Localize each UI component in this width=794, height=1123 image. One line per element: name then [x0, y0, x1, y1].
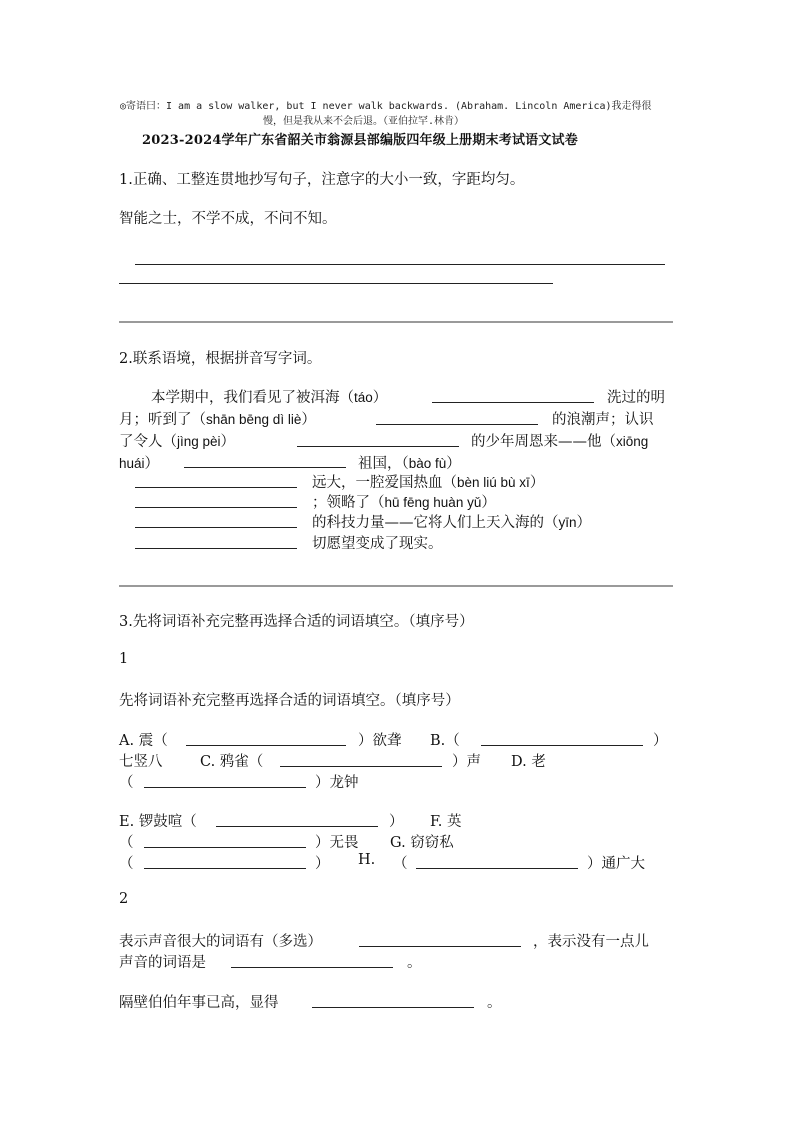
pinyin: bèn liú bù xī: [457, 475, 530, 490]
option-c-label: C. 鸦雀（: [200, 754, 264, 770]
answer-blank-xiongnhuai[interactable]: [184, 467, 346, 468]
q2-instruction: 2.联系语境，根据拼音写字词。: [119, 351, 322, 367]
q2-text: 的科技力量——它将人们上天入海的（yīn）: [312, 515, 592, 531]
q2-text: 洗过的明: [607, 390, 665, 406]
option-f-label: F. 英: [430, 814, 462, 830]
option-c-tail: ）声: [452, 754, 481, 770]
motto-line-1: ◎寄语曰：I am a slow walker, but I never walk backwards. (Abraham. Lincoln America)我走得很: [120, 101, 652, 112]
q3-instruction: 3.先将词语补充完整再选择合适的词语填空。（填序号）: [119, 614, 474, 630]
option-c-blank[interactable]: [280, 766, 442, 767]
pinyin: huái: [119, 456, 145, 471]
option-b-label: B.（: [430, 733, 460, 749]
q2-text: 的浪潮声；认识: [552, 412, 654, 428]
option-h-open: （: [393, 856, 408, 872]
option-e-blank[interactable]: [216, 826, 378, 827]
pinyin: táo: [354, 390, 373, 405]
q2-text: 祖国，（bào fù）: [358, 456, 461, 472]
q3-s2-text: 。: [407, 955, 422, 971]
option-h-tail: ）通广大: [587, 856, 645, 872]
q2-text: 切愿望变成了现实。: [312, 536, 443, 552]
option-d-blank[interactable]: [144, 787, 306, 788]
answer-blank-yin[interactable]: [135, 548, 297, 549]
option-h-label: H.: [358, 852, 376, 868]
answer-blank-tao[interactable]: [432, 402, 594, 403]
answer-blank-jingpei[interactable]: [297, 446, 459, 447]
answer-blank-silent-words[interactable]: [231, 967, 393, 968]
q2-text: 远大，一腔爱国热血（bèn liú bù xī）: [312, 475, 545, 491]
q1-sentence: 智能之士，不学不成，不问不知。: [119, 211, 337, 227]
pinyin: xiōng: [616, 434, 649, 449]
pinyin: yīn: [558, 515, 577, 530]
q3-s2-text: ，表示没有一点儿: [533, 934, 649, 950]
separator-2: [119, 585, 673, 587]
answer-blank-baofu[interactable]: [135, 487, 297, 488]
answer-blank-benliubuxi[interactable]: [135, 507, 297, 508]
pinyin: shān bēng dì liè: [206, 412, 302, 427]
q3-sub-number: 1: [119, 651, 129, 667]
q3-s2-text: 。: [487, 995, 502, 1011]
q1-writing-line-1[interactable]: [135, 264, 665, 265]
pinyin: jìng pèi: [177, 434, 221, 449]
option-e-label: E. 锣鼓喧（: [119, 814, 197, 830]
q3-sub-instruction: 先将词语补充完整再选择合适的词语填空。（填序号）: [119, 693, 460, 709]
answer-blank-hufenghuanyu[interactable]: [135, 527, 297, 528]
q3-s2-text: 声音的词语是: [119, 955, 206, 971]
option-g-blank[interactable]: [144, 868, 306, 869]
option-b-tail: ）: [653, 733, 668, 749]
q1-writing-line-2[interactable]: [119, 283, 553, 284]
option-f-blank[interactable]: [144, 847, 306, 848]
answer-blank-loud-words[interactable]: [359, 946, 521, 947]
q2-text: 了令人（jìng pèi）: [119, 434, 236, 450]
option-g-tail: ）: [315, 856, 330, 872]
q2-text: 的少年周恩来——他（xiōng: [471, 434, 649, 450]
option-a-blank[interactable]: [186, 745, 346, 746]
option-a-label: A. 震（: [119, 733, 168, 749]
option-d-label: D. 老: [511, 754, 546, 770]
option-e-tail: ）: [389, 814, 404, 830]
option-g-open: （: [119, 856, 134, 872]
option-b-blank[interactable]: [481, 745, 643, 746]
answer-blank-elderly[interactable]: [312, 1007, 474, 1008]
option-f-open: （: [119, 835, 134, 851]
separator-1: [119, 321, 673, 323]
option-h-blank[interactable]: [416, 868, 578, 869]
page-title: 2023-2024学年广东省韶关市翁源县部编版四年级上册期末考试语文试卷: [142, 133, 578, 148]
q1-instruction: 1.正确、工整连贯地抄写句子，注意字的大小一致，字距均匀。: [119, 172, 525, 188]
q2-text: huái）: [119, 456, 160, 472]
q3-sub-number-2: 2: [119, 891, 129, 907]
answer-blank-shanbengdilie[interactable]: [376, 424, 538, 425]
q2-text: ；领略了（hū fēng huàn yǔ）: [312, 495, 496, 511]
option-b-suffix: 七竖八: [119, 754, 163, 770]
option-d-open: （: [119, 775, 134, 791]
q3-s2-text: 隔壁伯伯年事已高，显得: [119, 995, 279, 1011]
option-a-tail: ）欲聋: [358, 733, 402, 749]
q2-text: 月；听到了（shān bēng dì liè）: [119, 412, 316, 428]
q2-text: 本学期中，我们看见了被洱海（táo）: [151, 390, 388, 406]
pinyin: bào fù: [408, 456, 447, 471]
option-d-tail: ）龙钟: [315, 775, 359, 791]
option-g-label: G. 窃窃私: [390, 835, 454, 851]
q3-s2-text: 表示声音很大的词语有（多选）: [119, 934, 322, 950]
motto-line-2: 慢，但是我从来不会后退。（亚伯拉罕.林肯）: [263, 116, 465, 127]
pinyin: hū fēng huàn yǔ: [384, 495, 482, 510]
option-f-tail: ）无畏: [315, 835, 359, 851]
